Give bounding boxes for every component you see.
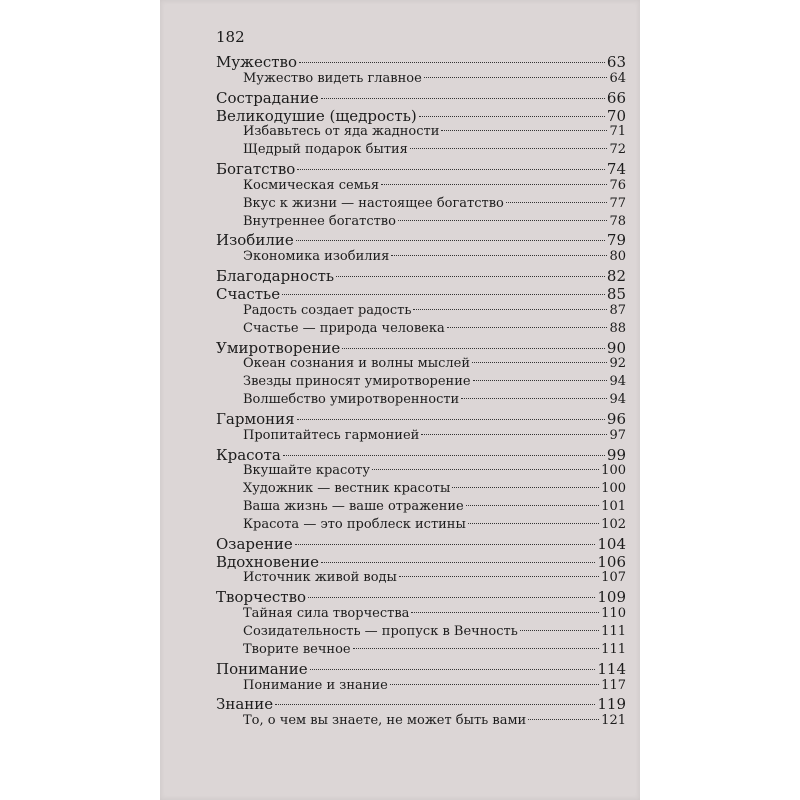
toc-page-number: 70 bbox=[606, 106, 626, 125]
dot-leader bbox=[410, 148, 608, 149]
toc-title: Умиротворение bbox=[216, 338, 341, 357]
dot-leader bbox=[520, 630, 599, 631]
toc-title: Изобилие bbox=[216, 231, 294, 250]
toc-page-number: 82 bbox=[606, 267, 626, 286]
toc-title: Космическая семья bbox=[243, 177, 380, 193]
toc-page-number: 114 bbox=[597, 659, 626, 678]
toc-page-number: 111 bbox=[601, 624, 626, 639]
toc-title: Радость создает радость bbox=[243, 302, 412, 318]
toc-chapter bbox=[216, 231, 626, 249]
toc-title: Тайная сила творчества bbox=[243, 606, 410, 622]
toc-section bbox=[216, 570, 626, 588]
toc-title: Красота — это проблеск истины bbox=[243, 516, 466, 532]
toc-title: Ваша жизнь — ваше отражение bbox=[243, 499, 464, 515]
dot-leader bbox=[336, 276, 605, 277]
toc-section bbox=[216, 624, 626, 642]
toc-page-number: 100 bbox=[601, 463, 626, 479]
toc-title: Великодушие (щедрость) bbox=[216, 106, 417, 125]
dot-leader bbox=[441, 130, 607, 131]
toc-title: Гармония bbox=[216, 409, 295, 428]
toc-page-number: 110 bbox=[601, 606, 626, 622]
dot-leader bbox=[299, 62, 605, 63]
toc-page-number: 109 bbox=[597, 588, 626, 607]
dot-leader bbox=[321, 562, 595, 563]
toc-chapter bbox=[216, 535, 626, 553]
dot-leader bbox=[391, 255, 607, 256]
toc-chapter bbox=[216, 660, 626, 678]
toc-title: Звезды приносят умиротворение bbox=[243, 374, 471, 390]
toc-page-number: 90 bbox=[606, 338, 626, 357]
toc-section bbox=[216, 499, 626, 517]
toc-title: Озарение bbox=[216, 534, 293, 553]
toc-section bbox=[216, 463, 626, 481]
page-number: 182 bbox=[216, 28, 245, 46]
toc-page-number: 94 bbox=[609, 374, 626, 390]
toc-page-number: 96 bbox=[606, 409, 626, 428]
toc-chapter bbox=[216, 339, 626, 357]
toc-page-number: 88 bbox=[609, 320, 626, 336]
toc-title: Океан сознания и волны мыслей bbox=[243, 356, 470, 372]
toc-page-number: 92 bbox=[609, 356, 626, 372]
toc-page-number: 99 bbox=[606, 445, 626, 464]
toc-page-number: 121 bbox=[601, 713, 626, 729]
toc-section bbox=[216, 142, 626, 160]
toc-section bbox=[216, 124, 626, 142]
dot-leader bbox=[468, 523, 599, 524]
toc-section bbox=[216, 178, 626, 196]
toc-title: Творчество bbox=[216, 588, 307, 607]
toc-title: Понимание bbox=[216, 659, 308, 678]
toc-title: Экономика изобилия bbox=[243, 249, 390, 265]
toc-page-number: 85 bbox=[606, 284, 626, 303]
toc-page-number: 107 bbox=[601, 570, 626, 586]
dot-leader bbox=[421, 434, 607, 435]
toc-page-number: 71 bbox=[609, 124, 626, 140]
dot-leader bbox=[399, 576, 599, 577]
toc-title: Счастье — природа человека bbox=[243, 320, 445, 336]
toc-page-number: 106 bbox=[597, 552, 626, 571]
toc-title: Понимание и знание bbox=[243, 677, 388, 693]
toc-title: Мужество видеть главное bbox=[243, 70, 422, 86]
dot-leader bbox=[297, 169, 605, 170]
dot-leader bbox=[321, 98, 605, 99]
toc-title: Избавьтесь от яда жадности bbox=[243, 124, 440, 140]
toc-title: Знание bbox=[216, 695, 274, 714]
toc-section bbox=[216, 321, 626, 339]
dot-leader bbox=[308, 597, 595, 598]
dot-leader bbox=[528, 719, 599, 720]
toc-title: Сострадание bbox=[216, 88, 319, 107]
dot-leader bbox=[398, 220, 608, 221]
toc-section bbox=[216, 713, 626, 731]
toc-page-number: 80 bbox=[609, 249, 626, 265]
toc-page-number: 102 bbox=[601, 516, 626, 532]
toc-page-number: 104 bbox=[597, 534, 626, 553]
dot-leader bbox=[419, 116, 605, 117]
dot-leader bbox=[295, 544, 596, 545]
toc-page-number: 74 bbox=[606, 160, 626, 179]
toc-section bbox=[216, 642, 626, 660]
toc-section bbox=[216, 428, 626, 446]
toc-page-number: 64 bbox=[609, 70, 626, 86]
toc-page-number: 79 bbox=[606, 231, 626, 250]
dot-leader bbox=[342, 348, 605, 349]
toc-chapter bbox=[216, 53, 626, 71]
toc-title: Художник — вестник красоты bbox=[243, 481, 451, 497]
toc-title: Источник живой воды bbox=[243, 570, 397, 586]
dot-leader bbox=[390, 684, 599, 685]
toc-page-number: 97 bbox=[609, 427, 626, 443]
dot-leader bbox=[310, 669, 596, 670]
toc-page-number: 101 bbox=[601, 499, 626, 515]
toc-section bbox=[216, 678, 626, 696]
toc-page-number: 72 bbox=[609, 142, 626, 158]
toc-title: Вкус к жизни — настоящее богатство bbox=[243, 195, 504, 211]
toc-chapter bbox=[216, 285, 626, 303]
table-of-contents bbox=[216, 53, 626, 731]
toc-title: Благодарность bbox=[216, 267, 335, 286]
toc-page-number: 66 bbox=[606, 88, 626, 107]
toc-section bbox=[216, 356, 626, 374]
dot-leader bbox=[353, 648, 600, 649]
toc-section bbox=[216, 214, 626, 232]
dot-leader bbox=[466, 505, 599, 506]
toc-section bbox=[216, 517, 626, 535]
dot-leader bbox=[506, 202, 608, 203]
dot-leader bbox=[297, 419, 605, 420]
toc-title: Счастье bbox=[216, 284, 281, 303]
toc-page-number: 100 bbox=[601, 481, 626, 497]
dot-leader bbox=[424, 77, 608, 78]
dot-leader bbox=[275, 704, 595, 705]
toc-chapter bbox=[216, 446, 626, 464]
toc-page-number: 76 bbox=[609, 177, 626, 193]
toc-title: Творите вечное bbox=[243, 641, 351, 657]
toc-title: Волшебство умиротворенности bbox=[243, 392, 460, 408]
toc-section bbox=[216, 249, 626, 267]
toc-section bbox=[216, 606, 626, 624]
toc-title: Вкушайте красоту bbox=[243, 463, 370, 479]
toc-section bbox=[216, 392, 626, 410]
dot-leader bbox=[381, 184, 607, 185]
dot-leader bbox=[411, 612, 599, 613]
toc-chapter bbox=[216, 89, 626, 107]
dot-leader bbox=[461, 398, 607, 399]
dot-leader bbox=[413, 309, 607, 310]
dot-leader bbox=[447, 327, 608, 328]
toc-section bbox=[216, 196, 626, 214]
toc-title: Созидательность — пропуск в Вечность bbox=[243, 624, 518, 639]
toc-page-number: 111 bbox=[601, 641, 626, 657]
dot-leader bbox=[372, 469, 599, 470]
toc-title: Богатство bbox=[216, 160, 296, 179]
toc-section bbox=[216, 71, 626, 89]
dot-leader bbox=[283, 455, 605, 456]
toc-page-number: 94 bbox=[609, 392, 626, 408]
toc-page-number: 78 bbox=[609, 213, 626, 229]
toc-chapter bbox=[216, 410, 626, 428]
toc-section bbox=[216, 303, 626, 321]
toc-chapter bbox=[216, 588, 626, 606]
toc-title: Пропитайтесь гармонией bbox=[243, 427, 420, 443]
toc-page-number: 63 bbox=[606, 53, 626, 71]
toc-section bbox=[216, 481, 626, 499]
toc-section bbox=[216, 374, 626, 392]
toc-page-number: 77 bbox=[609, 195, 626, 211]
dot-leader bbox=[296, 240, 605, 241]
toc-title: Щедрый подарок бытия bbox=[243, 142, 408, 158]
toc-page-number: 117 bbox=[601, 677, 626, 693]
dot-leader bbox=[282, 294, 605, 295]
toc-chapter bbox=[216, 107, 626, 125]
toc-chapter bbox=[216, 553, 626, 571]
toc-page-number: 87 bbox=[609, 302, 626, 318]
toc-title: Вдохновение bbox=[216, 552, 319, 571]
toc-title: То, о чем вы знаете, не может быть вами bbox=[243, 713, 527, 729]
dot-leader bbox=[452, 487, 599, 488]
toc-page-number: 119 bbox=[597, 695, 626, 714]
toc-chapter bbox=[216, 695, 626, 713]
dot-leader bbox=[473, 380, 608, 381]
toc-title: Внутреннее богатство bbox=[243, 213, 396, 229]
dot-leader bbox=[472, 362, 607, 363]
toc-title: Мужество bbox=[216, 53, 298, 71]
toc-chapter bbox=[216, 267, 626, 285]
toc-chapter bbox=[216, 160, 626, 178]
toc-title: Красота bbox=[216, 445, 281, 464]
